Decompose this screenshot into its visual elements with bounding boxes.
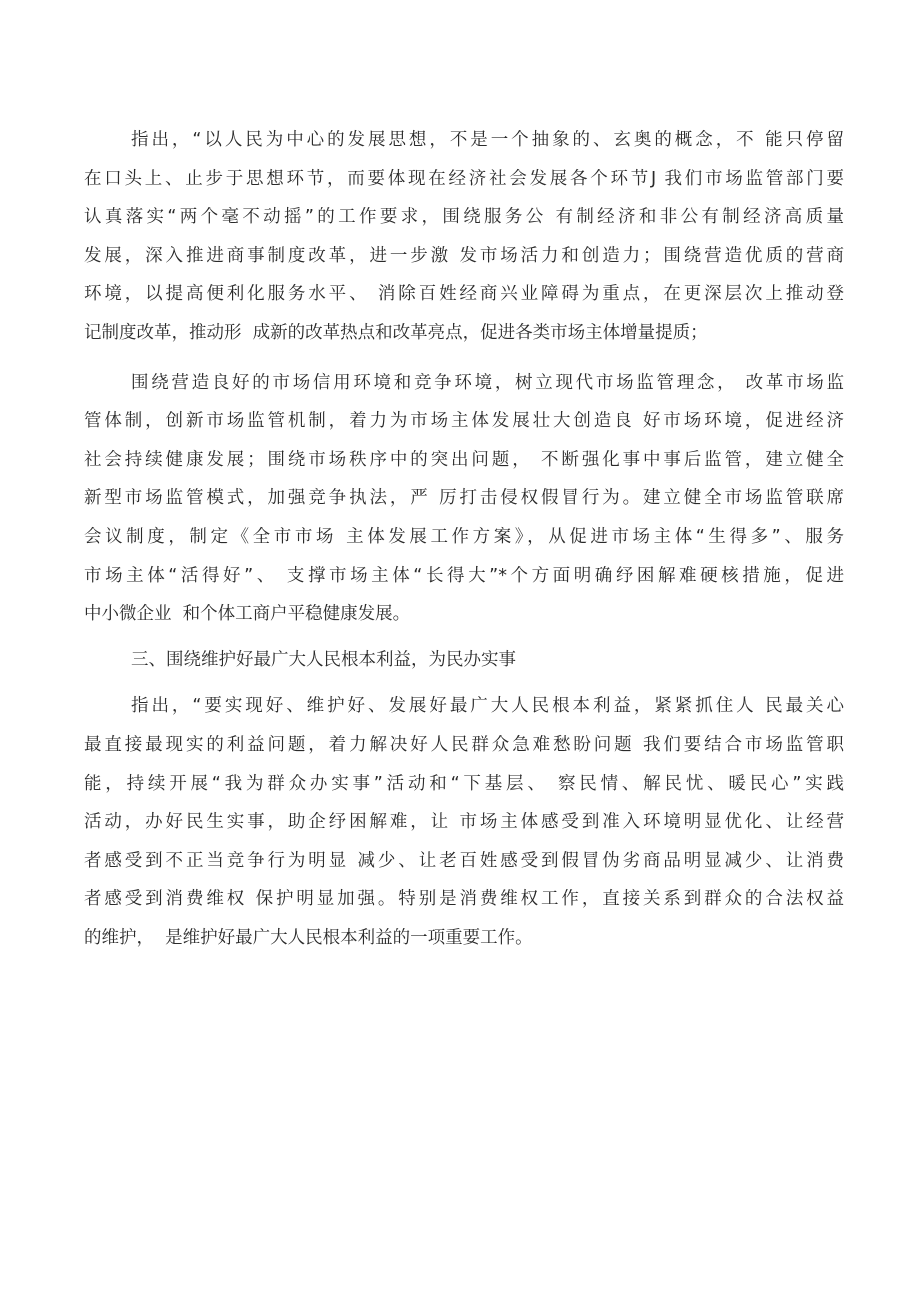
paragraph-line: 记制度改革，推动形 成新的改革热点和改革亮点，促进各类市场主体增量提质； — [84, 322, 708, 343]
paragraph-line: 在口头上、止步于思想环节，而要体现在经济社会发展各个环节J 我们市场监管部门要 — [84, 168, 844, 189]
paragraph-line: 指出，“要实现好、维护好、发展好最广大人民根本利益，紧紧抓住人 民最关心 — [131, 696, 844, 717]
paragraph-line: 市场主体“活得好”、 支撑市场主体“长得大”*个方面明确纾困解难硬核措施，促进 — [84, 565, 844, 586]
paragraph-line: 者感受到消费维权 保护明显加强。特别是消费维权工作，直接关系到群众的合法权益 — [84, 889, 844, 910]
paragraph-3 — [84, 687, 844, 957]
document-body — [84, 121, 844, 957]
paragraph-2 — [84, 364, 844, 634]
paragraph-line: 中小微企业 和个体工商户平稳健康发展。 — [84, 604, 411, 625]
paragraph-line: 最直接最现实的利益问题，着力解决好人民群众急难愁盼问题 我们要结合市场监管职 — [84, 734, 844, 755]
paragraph-line: 活动，办好民生实事，助企纾困解难，让 市场主体感受到准入环境明显优化、让经营 — [84, 812, 844, 833]
paragraph-line: 围绕营造良好的市场信用环境和竞争环境，树立现代市场监管理念， 改革市场监 — [131, 372, 844, 393]
paragraph-line: 新型市场监管模式，加强竞争执法，严 厉打击侵权假冒行为。建立健全市场监管联席 — [84, 488, 844, 509]
paragraph-line: 能，持续开展“我为群众办实事”活动和“下基层、 察民情、解民忧、暖民心”实践 — [84, 773, 844, 794]
paragraph-line: 发展，深入推进商事制度改革，进一步激 发市场活力和创造力；围绕营造优质的营商 — [84, 245, 844, 266]
paragraph-line: 的维护， 是维护好最广大人民根本利益的一项重要工作。 — [84, 927, 533, 948]
paragraph-line: 环境，以提高便利化服务水平、 消除百姓经商兴业障碍为重点，在更深层次上推动登 — [84, 284, 844, 305]
paragraph-line: 者感受到不正当竞争行为明显 减少、让老百姓感受到假冒伪劣商品明显减少、让消费 — [84, 850, 844, 871]
paragraph-line: 管体制，创新市场监管机制，着力为市场主体发展壮大创造良 好市场环境，促进经济 — [84, 411, 844, 432]
paragraph-1 — [84, 121, 844, 353]
section-heading: 三、围绕维护好最广大人民根本利益，为民办实事 — [131, 649, 516, 670]
paragraph-line: 社会持续健康发展；围绕市场秩序中的突出问题， 不断强化事中事后监管，建立健全 — [84, 449, 844, 470]
paragraph-line: 指出，“以人民为中心的发展思想，不是一个抽象的、玄奥的概念，不 能只停留 — [131, 130, 844, 150]
paragraph-line: 认真落实“两个毫不动摇”的工作要求，围绕服务公 有制经济和非公有制经济高质量 — [84, 207, 844, 228]
paragraph-line: 会议制度，制定《全市市场 主体发展工作方案》，从促进市场主体“生得多”、服务 — [84, 526, 844, 547]
